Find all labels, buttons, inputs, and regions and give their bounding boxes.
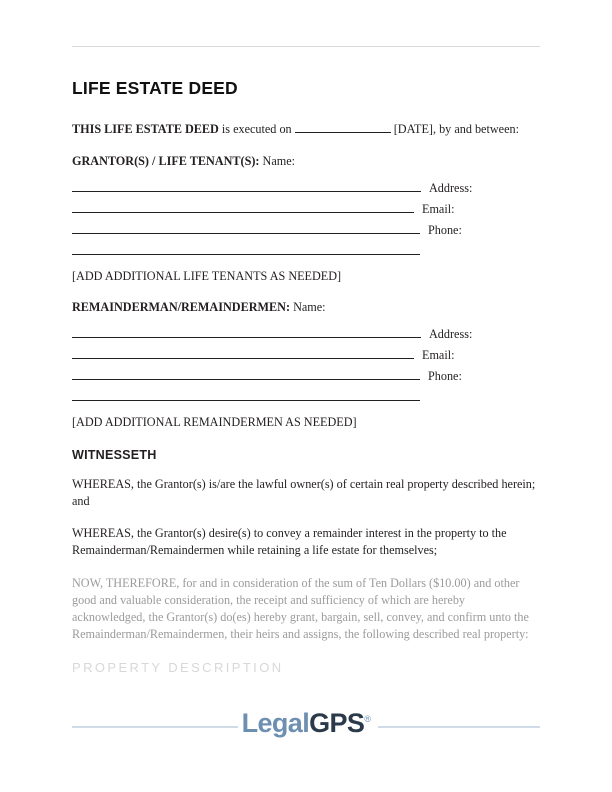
witnesseth-paragraph-1: WHEREAS, the Grantor(s) is/are the lawful owner(s) of certain real property described herein; and xyxy=(72,476,536,508)
witnesseth-paragraph-2: WHEREAS, the Grantor(s) desire(s) to convey a remainder interest in the property to the Remainderman/Remaindermen while retaining a life estate for themselves; xyxy=(72,526,507,558)
remainderman-heading: REMAINDERMAN/REMAINDERMEN: xyxy=(72,299,291,314)
page-footer xyxy=(0,700,612,760)
logo-text-gps: GPS xyxy=(309,708,365,738)
grantor-phone-label: Phone: xyxy=(428,222,462,237)
grantor-heading-line xyxy=(72,154,540,169)
document-body xyxy=(72,78,540,675)
logo-text-legal: Legal xyxy=(241,708,310,738)
grantor-address-input[interactable] xyxy=(72,178,421,192)
legalgps-logo xyxy=(0,708,612,739)
remainderman-name-label: Name: xyxy=(293,299,326,314)
intro-lead: THIS LIFE ESTATE DEED xyxy=(72,122,219,136)
grantor-email-input[interactable] xyxy=(72,199,414,213)
grantor-email-row xyxy=(72,199,540,216)
grantor-email-label: Email: xyxy=(422,201,455,216)
grantor-fields xyxy=(72,178,540,255)
remainderman-email-input[interactable] xyxy=(72,345,414,359)
remainderman-address-input[interactable] xyxy=(72,324,421,338)
remainderman-phone-label: Phone: xyxy=(428,368,462,383)
remainderman-phone-input[interactable] xyxy=(72,366,420,380)
remainderman-phone-row xyxy=(72,366,540,383)
grantor-extra-row xyxy=(72,241,540,255)
grantor-name-label: Name: xyxy=(262,153,296,168)
grantor-add-note: [ADD ADDITIONAL LIFE TENANTS AS NEEDED] xyxy=(72,268,342,283)
page-title: LIFE ESTATE DEED xyxy=(72,78,238,98)
remainderman-add-note: [ADD ADDITIONAL REMAINDERMEN AS NEEDED] xyxy=(72,414,357,429)
property-description-heading: PROPERTY DESCRIPTION xyxy=(72,660,284,676)
witnesseth-heading: WITNESSETH xyxy=(72,447,157,462)
remainderman-email-label: Email: xyxy=(422,347,455,362)
grantor-heading: GRANTOR(S) / LIFE TENANT(S): xyxy=(72,153,260,168)
remainderman-fields xyxy=(72,324,540,401)
remainderman-address-label: Address: xyxy=(429,326,473,341)
remainderman-email-row xyxy=(72,345,540,362)
grantor-address-label: Address: xyxy=(429,180,473,195)
intro-text-before-blank: is executed on xyxy=(218,122,295,136)
remainderman-extra-row xyxy=(72,387,540,401)
page-top-divider xyxy=(72,46,540,47)
remainderman-extra-input[interactable] xyxy=(72,387,420,401)
intro-text-after-blank: [DATE], by and between: xyxy=(390,122,519,136)
remainderman-heading-line xyxy=(72,300,540,315)
remainderman-address-row xyxy=(72,324,540,341)
registered-trademark-icon: ® xyxy=(364,714,371,724)
date-blank-field[interactable] xyxy=(295,121,391,133)
grantor-extra-input[interactable] xyxy=(72,241,420,255)
grantor-phone-input[interactable] xyxy=(72,220,420,234)
witnesseth-paragraph-3: NOW, THEREFORE, for and in consideration of the sum of Ten Dollars ($10.00) and other good and valuable consideration, the receipt and sufficiency of which are hereby acknowledged, the Grantor(s) do(es) hereby grant, bargain, sell, convey, and confirm unto the Remainderman/Remaindermen, their heirs and assigns, the following described real property: xyxy=(72,576,529,641)
intro-paragraph xyxy=(72,121,540,138)
grantor-phone-row xyxy=(72,220,540,237)
grantor-address-row xyxy=(72,178,540,195)
